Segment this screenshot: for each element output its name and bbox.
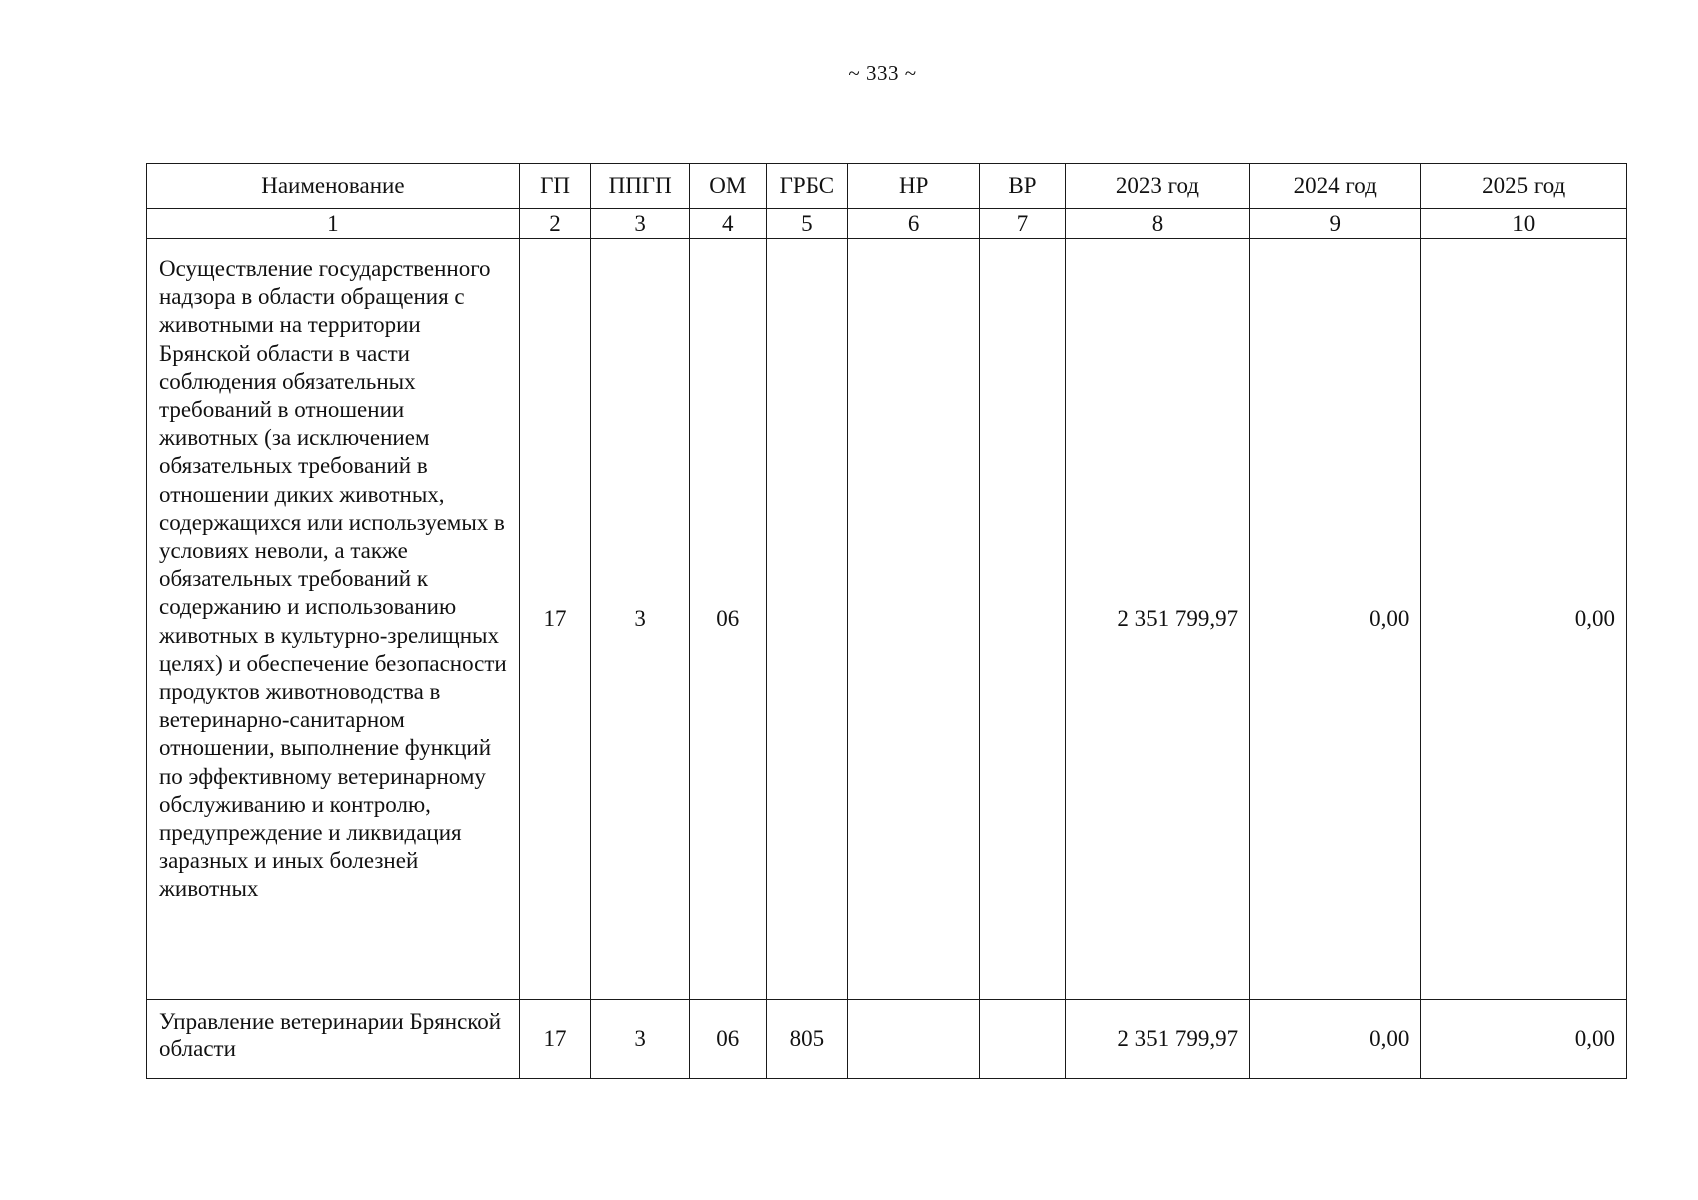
header-gp: ГП <box>519 164 591 209</box>
header-grbs: ГРБС <box>766 164 848 209</box>
header-ppgp: ППГП <box>591 164 690 209</box>
amount-2025-cell: 0,00 <box>1421 239 1627 1000</box>
header-nr: НР <box>848 164 980 209</box>
header-vr: ВР <box>980 164 1066 209</box>
column-number: 2 <box>519 209 591 239</box>
amount-2024-cell: 0,00 <box>1250 1000 1421 1079</box>
column-number: 4 <box>690 209 767 239</box>
vr-cell <box>980 239 1066 1000</box>
ppgp-cell: 3 <box>591 239 690 1000</box>
header-2023: 2023 год <box>1065 164 1249 209</box>
column-number: 6 <box>848 209 980 239</box>
gp-cell: 17 <box>519 1000 591 1079</box>
om-cell: 06 <box>690 1000 767 1079</box>
nr-cell <box>848 1000 980 1079</box>
grbs-cell: 805 <box>766 1000 848 1079</box>
row-name-cell: Осуществление государственного надзора в области обращения с животными на территории Брянской области в части соблюдения обязательных требований в отношении животных (за исключением обязательных требований в отношении диких животных, содержащихся или используемых в условиях неволи, а также обязательных требований к содержанию и использованию животных в культурно-зрелищных целях) и обеспечение безопасности продуктов животноводства в ветеринарно-санитарном отношении, выполнение функций по эффективному ветеринарному обслуживанию и контролю, предупреждение и ликвидация заразных и иных болезней животных <box>147 239 520 1000</box>
column-number: 1 <box>147 209 520 239</box>
amount-2023-cell: 2 351 799,97 <box>1065 1000 1249 1079</box>
column-number: 5 <box>766 209 848 239</box>
amount-2025-cell: 0,00 <box>1421 1000 1627 1079</box>
page-number: ~ 333 ~ <box>848 61 917 85</box>
header-row <box>147 164 1627 209</box>
header-2025: 2025 год <box>1421 164 1627 209</box>
row-name-cell: Управление ветеринарии Брянской области <box>147 1000 520 1079</box>
ppgp-cell: 3 <box>591 1000 690 1079</box>
nr-cell <box>848 239 980 1000</box>
column-number: 7 <box>980 209 1066 239</box>
budget-table <box>146 163 1627 1079</box>
header-name: Наименование <box>147 164 520 209</box>
column-number: 3 <box>591 209 690 239</box>
amount-2024-cell: 0,00 <box>1250 239 1421 1000</box>
grbs-cell <box>766 239 848 1000</box>
table-row <box>147 239 1627 1000</box>
header-2024: 2024 год <box>1250 164 1421 209</box>
om-cell: 06 <box>690 239 767 1000</box>
column-number: 9 <box>1250 209 1421 239</box>
column-number-row <box>147 209 1627 239</box>
vr-cell <box>980 1000 1066 1079</box>
column-number: 10 <box>1421 209 1627 239</box>
amount-2023-cell: 2 351 799,97 <box>1065 239 1249 1000</box>
header-om: ОМ <box>690 164 767 209</box>
column-number: 8 <box>1065 209 1249 239</box>
gp-cell: 17 <box>519 239 591 1000</box>
table-row <box>147 1000 1627 1079</box>
